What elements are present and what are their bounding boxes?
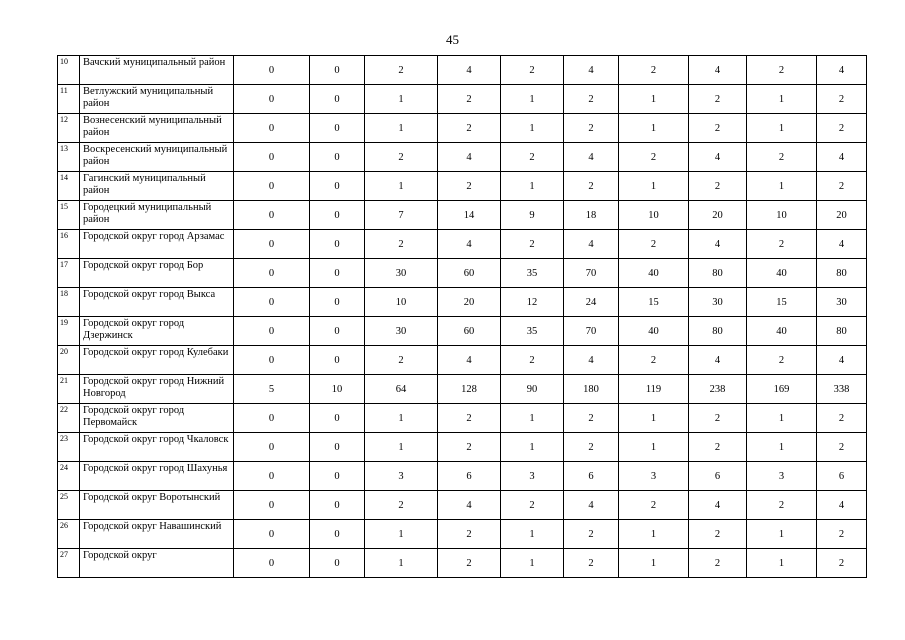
value-cell: 0 [234,317,310,346]
value-cell: 3 [501,462,564,491]
value-cell: 30 [365,259,438,288]
row-number: 18 [58,288,80,317]
value-cell: 6 [438,462,501,491]
value-cell: 4 [817,491,867,520]
value-cell: 2 [564,172,619,201]
value-cell: 4 [689,230,747,259]
district-name: Вачский муниципальный район [80,56,234,85]
value-cell: 0 [234,462,310,491]
value-cell: 40 [619,317,689,346]
value-cell: 1 [365,520,438,549]
district-name: Городецкий муниципальный район [80,201,234,230]
value-cell: 1 [619,549,689,578]
value-cell: 0 [310,259,365,288]
district-name: Городской округ город Арзамас [80,230,234,259]
value-cell: 0 [234,433,310,462]
district-name: Городской округ город Шахунья [80,462,234,491]
value-cell: 10 [365,288,438,317]
value-cell: 0 [234,288,310,317]
value-cell: 3 [619,462,689,491]
value-cell: 1 [747,114,817,143]
value-cell: 2 [438,172,501,201]
district-name: Вознесенский муниципальный район [80,114,234,143]
value-cell: 2 [689,172,747,201]
value-cell: 2 [501,346,564,375]
value-cell: 80 [689,259,747,288]
value-cell: 4 [689,346,747,375]
district-name: Городской округ город Первомайск [80,404,234,433]
value-cell: 2 [817,520,867,549]
value-cell: 2 [365,143,438,172]
value-cell: 4 [438,56,501,85]
row-number: 25 [58,491,80,520]
value-cell: 4 [564,230,619,259]
district-name: Городской округ Воротынский [80,491,234,520]
row-number: 23 [58,433,80,462]
value-cell: 2 [365,230,438,259]
value-cell: 4 [564,56,619,85]
value-cell: 0 [310,491,365,520]
value-cell: 2 [689,549,747,578]
value-cell: 30 [365,317,438,346]
district-name: Городской округ город Кулебаки [80,346,234,375]
row-number: 27 [58,549,80,578]
value-cell: 2 [619,56,689,85]
row-number: 22 [58,404,80,433]
value-cell: 2 [365,346,438,375]
value-cell: 4 [817,143,867,172]
value-cell: 1 [501,404,564,433]
value-cell: 0 [234,114,310,143]
value-cell: 2 [438,404,501,433]
value-cell: 18 [564,201,619,230]
value-cell: 1 [501,85,564,114]
table-row [58,114,867,143]
value-cell: 4 [817,56,867,85]
value-cell: 2 [619,491,689,520]
table-row [58,317,867,346]
value-cell: 9 [501,201,564,230]
value-cell: 60 [438,259,501,288]
value-cell: 238 [689,375,747,404]
value-cell: 4 [689,491,747,520]
row-number: 21 [58,375,80,404]
value-cell: 3 [747,462,817,491]
value-cell: 1 [619,172,689,201]
value-cell: 2 [438,520,501,549]
value-cell: 0 [310,404,365,433]
row-number: 12 [58,114,80,143]
table-row [58,230,867,259]
value-cell: 2 [501,491,564,520]
value-cell: 2 [689,433,747,462]
value-cell: 1 [501,549,564,578]
value-cell: 0 [234,201,310,230]
value-cell: 64 [365,375,438,404]
value-cell: 1 [501,520,564,549]
value-cell: 2 [619,346,689,375]
value-cell: 2 [689,520,747,549]
value-cell: 0 [234,520,310,549]
value-cell: 0 [310,317,365,346]
value-cell: 2 [747,346,817,375]
value-cell: 2 [619,143,689,172]
value-cell: 4 [689,143,747,172]
row-number: 13 [58,143,80,172]
value-cell: 40 [747,259,817,288]
value-cell: 0 [310,520,365,549]
value-cell: 2 [817,404,867,433]
value-cell: 1 [365,433,438,462]
value-cell: 4 [564,491,619,520]
value-cell: 1 [365,172,438,201]
value-cell: 4 [438,346,501,375]
value-cell: 4 [438,143,501,172]
value-cell: 2 [365,491,438,520]
value-cell: 4 [689,56,747,85]
value-cell: 4 [438,491,501,520]
row-number: 24 [58,462,80,491]
value-cell: 0 [234,346,310,375]
value-cell: 4 [817,346,867,375]
value-cell: 2 [817,172,867,201]
value-cell: 10 [747,201,817,230]
value-cell: 1 [747,549,817,578]
value-cell: 1 [747,172,817,201]
value-cell: 0 [234,172,310,201]
value-cell: 2 [438,85,501,114]
value-cell: 2 [564,520,619,549]
value-cell: 0 [310,172,365,201]
value-cell: 180 [564,375,619,404]
value-cell: 1 [501,114,564,143]
district-name: Городской округ город Бор [80,259,234,288]
table-row [58,375,867,404]
row-number: 11 [58,85,80,114]
value-cell: 24 [564,288,619,317]
value-cell: 35 [501,317,564,346]
value-cell: 2 [747,143,817,172]
value-cell: 2 [817,85,867,114]
value-cell: 1 [501,433,564,462]
row-number: 17 [58,259,80,288]
value-cell: 20 [817,201,867,230]
value-cell: 0 [234,143,310,172]
row-number: 15 [58,201,80,230]
value-cell: 2 [564,549,619,578]
value-cell: 4 [817,230,867,259]
value-cell: 0 [234,259,310,288]
value-cell: 6 [817,462,867,491]
value-cell: 40 [619,259,689,288]
value-cell: 0 [310,288,365,317]
table-row [58,346,867,375]
value-cell: 2 [438,549,501,578]
value-cell: 2 [438,433,501,462]
table-row [58,288,867,317]
row-number: 26 [58,520,80,549]
value-cell: 0 [310,85,365,114]
value-cell: 7 [365,201,438,230]
value-cell: 4 [438,230,501,259]
value-cell: 1 [501,172,564,201]
value-cell: 2 [564,404,619,433]
data-table [57,55,867,578]
value-cell: 10 [310,375,365,404]
value-cell: 80 [689,317,747,346]
value-cell: 20 [689,201,747,230]
district-name: Воскресенский муниципальный район [80,143,234,172]
value-cell: 3 [365,462,438,491]
value-cell: 70 [564,259,619,288]
value-cell: 0 [234,491,310,520]
value-cell: 20 [438,288,501,317]
value-cell: 12 [501,288,564,317]
value-cell: 1 [619,85,689,114]
value-cell: 80 [817,317,867,346]
district-name: Гагинский муниципальный район [80,172,234,201]
value-cell: 2 [564,114,619,143]
value-cell: 169 [747,375,817,404]
table-row [58,56,867,85]
value-cell: 2 [747,230,817,259]
page-number: 45 [446,32,459,47]
value-cell: 2 [501,56,564,85]
value-cell: 1 [747,404,817,433]
value-cell: 10 [619,201,689,230]
value-cell: 1 [747,433,817,462]
district-name: Городской округ город Чкаловск [80,433,234,462]
table-row [58,172,867,201]
value-cell: 60 [438,317,501,346]
value-cell: 128 [438,375,501,404]
value-cell: 0 [310,56,365,85]
value-cell: 2 [438,114,501,143]
value-cell: 2 [817,433,867,462]
district-name: Ветлужский муниципальный район [80,85,234,114]
value-cell: 1 [619,114,689,143]
row-number: 19 [58,317,80,346]
value-cell: 90 [501,375,564,404]
value-cell: 80 [817,259,867,288]
value-cell: 15 [619,288,689,317]
value-cell: 2 [747,491,817,520]
value-cell: 14 [438,201,501,230]
table-row [58,201,867,230]
value-cell: 2 [689,114,747,143]
value-cell: 0 [310,433,365,462]
value-cell: 4 [564,346,619,375]
row-number: 14 [58,172,80,201]
value-cell: 2 [747,56,817,85]
value-cell: 2 [619,230,689,259]
value-cell: 2 [564,85,619,114]
value-cell: 1 [619,520,689,549]
value-cell: 1 [365,114,438,143]
district-name: Городской округ город Выкса [80,288,234,317]
value-cell: 40 [747,317,817,346]
value-cell: 0 [310,230,365,259]
table-row [58,491,867,520]
value-cell: 1 [365,404,438,433]
value-cell: 0 [310,143,365,172]
value-cell: 0 [310,201,365,230]
value-cell: 2 [564,433,619,462]
value-cell: 6 [564,462,619,491]
district-name: Городской округ город Нижний Новгород [80,375,234,404]
row-number: 16 [58,230,80,259]
table-row [58,259,867,288]
value-cell: 0 [310,549,365,578]
value-cell: 30 [817,288,867,317]
row-number: 10 [58,56,80,85]
table-row [58,549,867,578]
district-name: Городской округ Навашинский [80,520,234,549]
value-cell: 15 [747,288,817,317]
row-number: 20 [58,346,80,375]
value-cell: 1 [365,549,438,578]
table-row [58,404,867,433]
value-cell: 1 [747,85,817,114]
table-row [58,85,867,114]
value-cell: 2 [365,56,438,85]
value-cell: 0 [234,56,310,85]
value-cell: 4 [564,143,619,172]
table-row [58,462,867,491]
value-cell: 2 [501,143,564,172]
table-row [58,433,867,462]
value-cell: 35 [501,259,564,288]
value-cell: 1 [747,520,817,549]
value-cell: 2 [817,549,867,578]
value-cell: 2 [817,114,867,143]
value-cell: 70 [564,317,619,346]
value-cell: 0 [310,346,365,375]
value-cell: 0 [310,462,365,491]
table-row [58,520,867,549]
value-cell: 2 [689,85,747,114]
value-cell: 2 [501,230,564,259]
district-name: Городской округ город Дзержинск [80,317,234,346]
value-cell: 119 [619,375,689,404]
value-cell: 2 [689,404,747,433]
value-cell: 1 [365,85,438,114]
value-cell: 0 [234,230,310,259]
value-cell: 0 [234,85,310,114]
value-cell: 0 [234,549,310,578]
table-row [58,143,867,172]
district-name: Городской округ [80,549,234,578]
value-cell: 1 [619,404,689,433]
value-cell: 5 [234,375,310,404]
value-cell: 6 [689,462,747,491]
value-cell: 0 [310,114,365,143]
value-cell: 1 [619,433,689,462]
value-cell: 0 [234,404,310,433]
value-cell: 338 [817,375,867,404]
value-cell: 30 [689,288,747,317]
